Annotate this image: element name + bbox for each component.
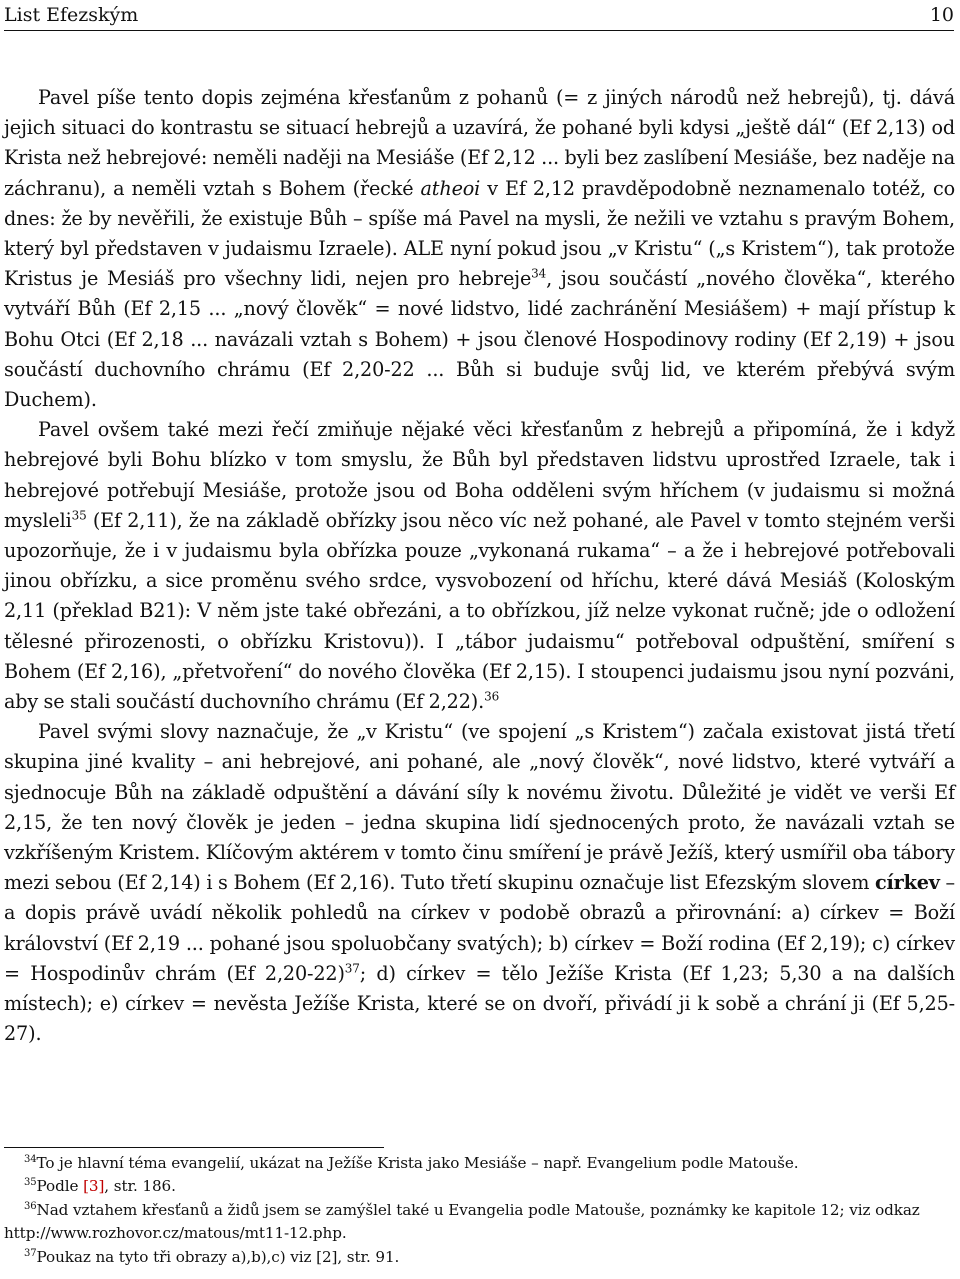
footnote-number: 36: [24, 1200, 37, 1212]
footnote-37: [4, 1246, 955, 1269]
footnote-text: Podle: [36, 1177, 84, 1196]
paragraph-1-text-c: , jsou součástí „nového člověka“, kterého vytváří Bůh (Ef 2,15 ... „nový člověk“ = nové lidstvo, lidé zachránění Mesiášem) + mají přístup k Bohu Otci (Ef 2,18 ... navázali vztah s Bohem) + jsou členové Hospodinovy rodiny (Ef 2,19) + jsou součástí duchovního chrámu (Ef 2,20-22 ... Bůh si buduje svůj lid, ve kterém přebývá svým Duchem).: [4, 267, 955, 412]
paragraph-2: [4, 415, 955, 717]
page-number: 10: [929, 4, 954, 26]
footnote-ref-34[interactable]: 34: [531, 266, 547, 281]
footnote-number: 35: [24, 1177, 37, 1189]
body-text: [4, 83, 955, 1050]
paragraph-3-text-c: ; d) církev = tělo Ježíše Krista (Ef 1,23; 5,30 a na dalších místech); e) církev = nevěsta Ježíše Krista, které se on dvoří, přivádí ji k sobě a chrání ji (Ef 5,25-27).: [4, 961, 955, 1046]
footnote-ref-36[interactable]: 36: [484, 689, 500, 704]
paragraph-3-text-b: – a dopis právě uvádí několik pohledů na církev v podobě obrazů a přirovnání: a) církev = Boží království (Ef 2,19 ... pohané jsou spoluobčany svatých); b) církev = Boží rodina (Ef 2,19); c) církev = Hospodinův chrám (Ef 2,20-22): [4, 871, 955, 985]
footnote-text: Nad vztahem křesťanů a židů jsem se zamýšlel také u Evangelia podle Matouše, poznámky ke kapitole 12; viz odkaz http://www.rozhovor.cz/matous/mt11-12.php.: [4, 1200, 920, 1243]
footnote-text: To je hlavní téma evangelií, ukázat na Ježíše Krista jako Mesiáše – např. Evangelium podle Matouše.: [36, 1154, 799, 1172]
footnote-number: 34: [24, 1153, 37, 1165]
paragraph-2-text-a: Pavel ovšem také mezi řečí zmiňuje nějaké věci křesťanům z hebrejů a připomíná, že i když hebrejové byli Bohu blízko v tom smyslu, že Bůh byl představen lidstvu uprostřed Izraele, tak i hebrejové potřebují Mesiáše, protože jsou od Boha odděleni svým hříchem (v judaismu si možná mysleli: [4, 418, 955, 532]
paragraph-1: [4, 83, 955, 415]
footnote-35: [4, 1175, 955, 1198]
paragraph-1-text-a: Pavel píše tento dopis zejména křesťanům z pohanů (= z jiných národů než hebrejů), tj. dává jejich situaci do kontrastu se situací hebrejů a uzavírá, že pohané byli kdysi „ještě dál“ (Ef 2,13) od Krista než hebrejové: neměli naději na Mesiáše (Ef 2,12 ... byli bez zaslíbení Mesiáše, bez naděje na záchranu), a neměli vztah s Bohem (řecké: [4, 86, 955, 200]
footnote-separator: [4, 1147, 384, 1148]
footnote-ref-37[interactable]: 37: [344, 961, 360, 976]
bold-term-cirkev: církev: [874, 871, 940, 895]
footnote-36: [4, 1199, 955, 1246]
footnote-number: 37: [24, 1247, 37, 1259]
paragraph-2-text-b: (Ef 2,11), že na základě obřízky jsou něco víc než pohané, ale Pavel v tomto stejném verši upozorňuje, že i v judaismu byla obřízka pouze „vykonaná rukama“ – a že i hebrejové potřebovali jinou obřízku, a sice proměnu svého srdce, vysvobození od hříchu, které dává Mesiáš (Koloským 2,11 (překlad B21): V něm jste také obřezáni, a to obřízkou, jíž nelze vykonat ručně; jde o odložení tělesné přirozenosti, o obřízku Kristovu)). I „tábor judaismu“ potřeboval odpuštění, smíření s Bohem (Ef 2,16), „přetvoření“ do nového člověka (Ef 2,15). I stoupenci judaismu jsou nyní pozváni, aby se stali součástí duchovního chrámu (Ef 2,22).: [4, 508, 955, 714]
footnote-ref-35[interactable]: 35: [71, 508, 87, 523]
italic-term: atheoi: [420, 176, 481, 200]
paragraph-3-text-a: Pavel svými slovy naznačuje, že „v Kristu“ (ve spojení „s Kristem“) začala existovat jistá třetí skupina jiné kvality – ani hebrejové, ani pohané, ale „nový člověk“, nové lidstvo, které vytváří a sjednocuje Bůh na základě odpuštění a dávání síly k novému životu. Důležité je vidět ve verši Ef 2,15, že ten nový člověk je jeden – jedna skupina lidí sjednocených proto, že navázali vztah se vzkříšeným Kristem. Klíčovým aktérem v tomto činu smíření je právě Ježíš, který usmířil oba tábory mezi sebou (Ef 2,14) i s Bohem (Ef 2,16). Tuto třetí skupinu označuje list Efezským slovem: [4, 720, 955, 895]
footnotes: [4, 1152, 955, 1269]
paragraph-1-text-b: v Ef 2,12 pravděpodobně neznamenalo totéž, co dnes: že by nevěřili, že existuje Bůh – spíše má Pavel na mysli, že nežili ve vztahu s pravým Bohem, který byl představen v judaismu Izraele). ALE nyní pokud jsou „v Kristu“ („s Kristem“), tak protože Kristus je Mesiáš pro všechny lidi, nejen pro hebreje: [4, 176, 955, 291]
citation-link[interactable]: [3]: [83, 1177, 105, 1196]
paragraph-3: [4, 717, 955, 1049]
footnote-text: Poukaz na tyto tři obrazy a),b),c) viz [2], str. 91.: [36, 1247, 400, 1266]
running-header: [4, 0, 954, 31]
footnote-text: , str. 186.: [104, 1177, 176, 1196]
footnote-34: [4, 1152, 955, 1175]
header-title: List Efezským: [4, 4, 139, 26]
